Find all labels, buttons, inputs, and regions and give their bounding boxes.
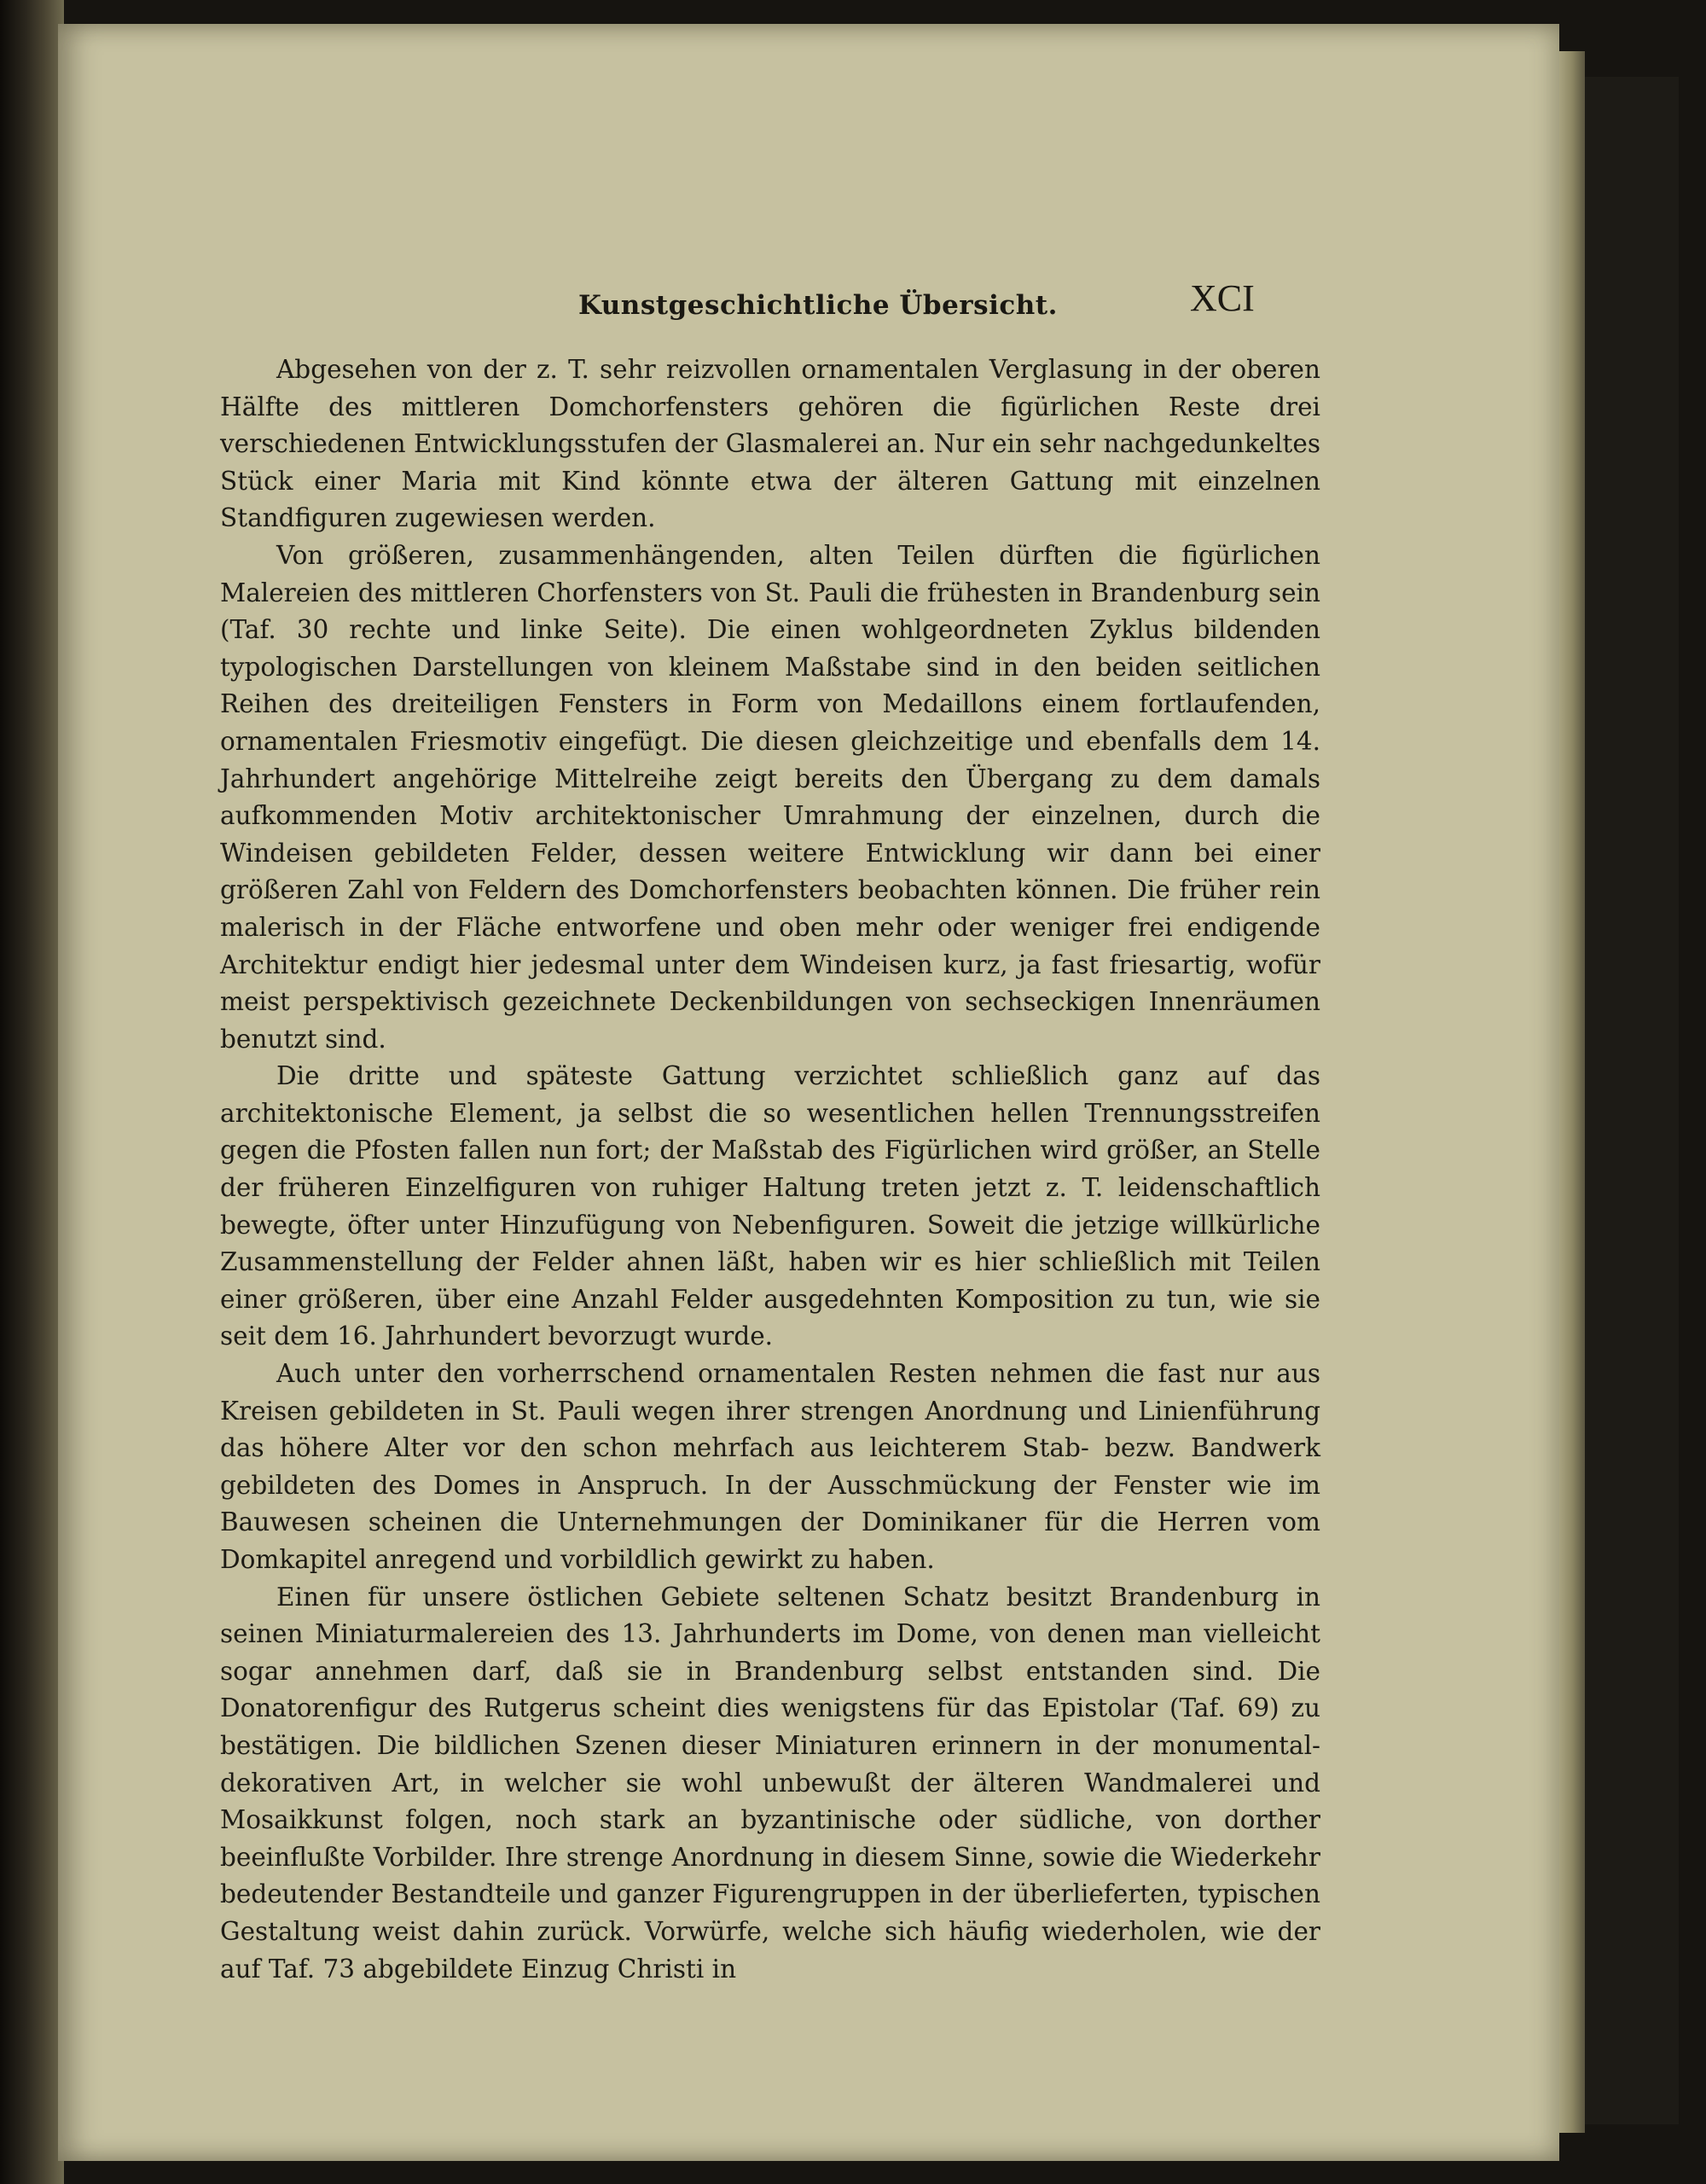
running-head-title: Kunstgeschichtliche Übersicht. xyxy=(578,290,1058,321)
book-page xyxy=(58,24,1559,2161)
page-stack-edge xyxy=(1559,51,1585,2133)
book-binding-left xyxy=(0,0,64,2184)
book-cover-board xyxy=(1585,77,1679,2124)
paragraph: Von größeren, zusammenhängenden, alten Teilen dürften die figürlichen Malereien des mittleren Chorfensters von St. Pauli die frühesten in Brandenburg sein (Taf. 30 rechte und linke Seite). Die einen wohlgeordneten Zyklus bildenden typologischen Darstellungen von kleinem Maßstabe sind in den beiden seitlichen Reihen des dreiteiligen Fensters in Form von Medaillons einem fortlaufenden, ornamentalen Friesmotiv eingefügt. Die diesen gleichzeitige und ebenfalls dem 14. Jahrhundert angehörige Mittelreihe zeigt bereits den Übergang zu dem damals aufkommenden Motiv architektonischer Umrahmung der einzelnen, durch die Windeisen gebildeten Felder, dessen weitere Entwicklung wir dann bei einer größeren Zahl von Feldern des Domchorfensters beobachten können. Die früher rein malerisch in der Fläche entworfene und oben mehr oder weniger frei endigende Architektur endigt hier jedesmal unter dem Windeisen kurz, ja fast friesartig, wofür meist perspektivisch gezeichnete Deckenbildungen von sechseckigen Innenräumen benutzt sind. xyxy=(220,540,1320,1054)
page-number: XCI xyxy=(1190,277,1255,319)
paragraph: Einen für unsere östlichen Gebiete seltenen Schatz besitzt Brandenburg in seinen Miniaturmalereien des 13. Jahrhunderts im Dome, von denen man vielleicht sogar annehmen darf, daß sie in Brandenburg selbst entstanden sind. Die Donatorenfigur des Rutgerus scheint dies wenigstens für das Epistolar (Taf. 69) zu bestätigen. Die bildlichen Szenen dieser Miniaturen erinnern in der monumental-dekorativen Art, in welcher sie wohl unbewußt der älteren Wandmalerei und Mosaikkunst folgen, noch stark an byzantinische oder südliche, von dorther beeinflußte Vorbilder. Ihre strenge Anordnung in diesem Sinne, sowie die Wiederkehr bedeutender Bestandteile und ganzer Figurengruppen in der überlieferten, typischen Gestaltung weist dahin zurück. Vorwürfe, welche sich häufig wiederholen, wie der auf Taf. 73 abgebildete Einzug Christi in xyxy=(220,1582,1320,1984)
running-head xyxy=(58,276,1559,336)
text-body xyxy=(220,351,1320,1988)
paragraph: Abgesehen von der z. T. sehr reizvollen ornamentalen Verglasung in der oberen Hälfte des mittleren Domchorfensters gehören die figürlichen Reste drei verschiedenen Entwicklungsstufen der Glasmalerei an. Nur ein sehr nachgedunkeltes Stück einer Maria mit Kind könnte etwa der älteren Gattung mit einzelnen Standfiguren zugewiesen werden. xyxy=(220,355,1320,533)
paragraph: Auch unter den vorherrschend ornamentalen Resten nehmen die fast nur aus Kreisen gebildeten in St. Pauli wegen ihrer strengen Anordnung und Linienführung das höhere Alter vor den schon mehrfach aus leichterem Stab- bezw. Bandwerk gebildeten des Domes in Anspruch. In der Ausschmückung der Fenster wie im Bauwesen scheinen die Unternehmungen der Dominikaner für die Herren vom Domkapitel anregend und vorbildlich gewirkt zu haben. xyxy=(220,1359,1320,1574)
paragraph: Die dritte und späteste Gattung verzichtet schließlich ganz auf das architektonische Element, ja selbst die so wesentlichen hellen Trennungsstreifen gegen die Pfosten fallen nun fort; der Maßstab des Figürlichen wird größer, an Stelle der früheren Einzelfiguren von ruhiger Haltung treten jetzt z. T. leidenschaftlich bewegte, öfter unter Hinzufügung von Nebenfiguren. Soweit die jetzige willkürliche Zusammenstellung der Felder ahnen läßt, haben wir es hier schließlich mit Teilen einer größeren, über eine Anzahl Felder ausgedehnten Komposition zu tun, wie sie seit dem 16. Jahrhundert bevorzugt wurde. xyxy=(220,1061,1320,1351)
